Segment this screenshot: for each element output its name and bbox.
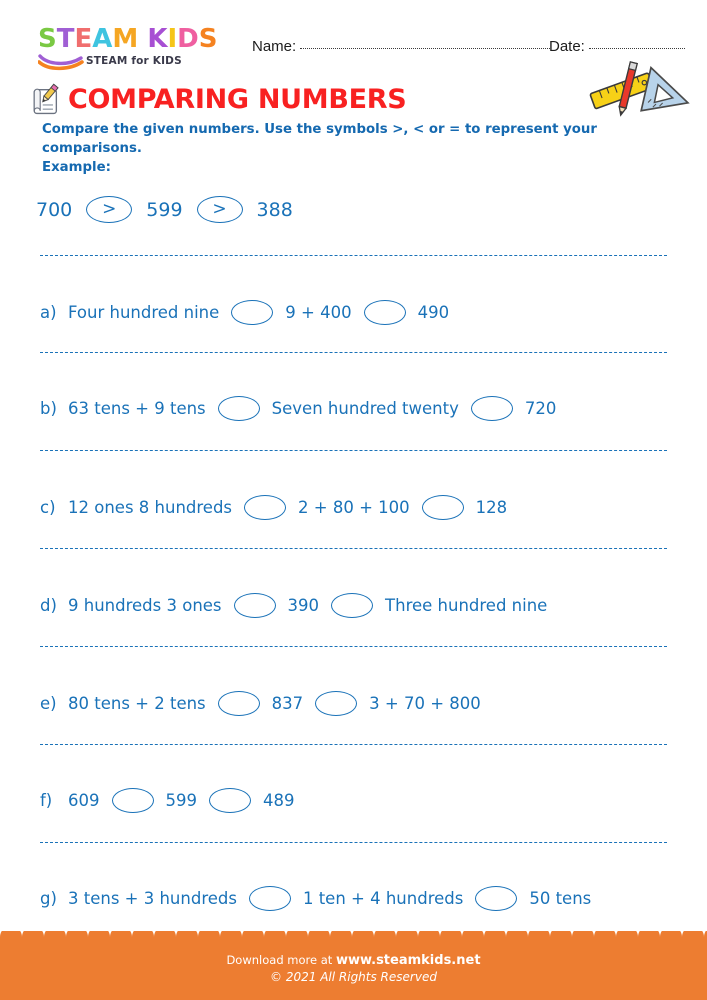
separator-line <box>40 352 667 353</box>
problem-term-3: 720 <box>524 398 557 418</box>
logo-tagline-wrap <box>38 53 238 71</box>
problem-label: d) <box>40 595 57 615</box>
problem-term-2: 599 <box>165 790 197 810</box>
problem-term-1: 3 tens + 3 hundreds <box>68 888 237 908</box>
problem-term-3: 3 + 70 + 800 <box>369 693 481 713</box>
example-term-3: 388 <box>256 198 293 221</box>
footer-copyright: © 2021 All Rights Reserved <box>270 970 437 984</box>
logo-letter-2: E <box>74 24 93 54</box>
logo-letter-0: S <box>38 24 57 54</box>
problem-label: g) <box>40 888 57 908</box>
problem-label: c) <box>40 497 56 517</box>
problem-term-1: Four hundred nine <box>68 302 220 322</box>
problem-term-2: 390 <box>287 595 320 615</box>
logo-letter-9: S <box>198 24 218 54</box>
example-term-1: 700 <box>36 198 73 221</box>
date-field[interactable] <box>549 38 685 55</box>
answer-oval-1[interactable] <box>231 300 273 325</box>
date-label: Date: <box>549 38 585 55</box>
answer-oval-2[interactable] <box>364 300 406 325</box>
problem-term-3: Three hundred nine <box>385 595 548 615</box>
problem-term-2: 1 ten + 4 hundreds <box>302 888 464 908</box>
problem-term-1: 12 ones 8 hundreds <box>68 497 233 517</box>
example-row <box>36 196 293 223</box>
footer-text <box>0 952 707 986</box>
problem-row-c <box>40 490 507 524</box>
title-row <box>30 82 406 116</box>
separator-line <box>40 646 667 647</box>
separator-line <box>40 548 667 549</box>
answer-oval-1[interactable] <box>218 691 260 716</box>
problem-term-1: 609 <box>68 790 100 810</box>
logo-letter-7: I <box>167 24 178 54</box>
answer-oval-2[interactable] <box>471 396 513 421</box>
date-input-line[interactable] <box>589 47 685 49</box>
notepad-pencil-icon <box>30 82 64 116</box>
logo-letter-3: A <box>92 24 113 54</box>
name-input-line[interactable] <box>300 47 550 49</box>
answer-oval-1[interactable] <box>234 593 276 618</box>
page-title: COMPARING NUMBERS <box>68 83 407 115</box>
separator-line <box>40 255 667 256</box>
problem-row-b <box>40 391 556 425</box>
ruler-pencil-triangle-icon <box>585 60 695 128</box>
example-label: Example: <box>42 160 111 175</box>
problem-row-a <box>40 295 449 329</box>
example-term-2: 599 <box>146 198 183 221</box>
name-field[interactable] <box>252 38 550 55</box>
problem-term-1: 80 tens + 2 tens <box>68 693 206 713</box>
problem-term-3: 489 <box>263 790 295 810</box>
answer-oval-1[interactable] <box>249 886 291 911</box>
name-label: Name: <box>252 38 297 55</box>
answer-oval-1[interactable] <box>112 788 154 813</box>
logo-letter-6: K <box>147 24 168 54</box>
problem-label: b) <box>40 398 57 418</box>
problem-label: f) <box>40 790 53 810</box>
separator-line <box>40 744 667 745</box>
page-footer <box>0 940 707 1000</box>
logo-tagline: STEAM for KIDS <box>86 55 182 67</box>
logo-letter-4: M <box>112 24 139 54</box>
example-symbol-1: > <box>86 196 132 223</box>
example-symbol-2: > <box>197 196 243 223</box>
problem-row-e <box>40 686 481 720</box>
scallop-edge <box>0 931 707 943</box>
problem-term-3: 128 <box>475 497 508 517</box>
answer-oval-2[interactable] <box>475 886 517 911</box>
answer-oval-1[interactable] <box>244 495 286 520</box>
instructions-text: Compare the given numbers. Use the symbols >, < or = to represent your comparisons. <box>42 122 597 156</box>
problem-row-g <box>40 881 591 915</box>
problem-row-d <box>40 588 547 622</box>
answer-oval-1[interactable] <box>218 396 260 421</box>
problem-term-2: 2 + 80 + 100 <box>298 497 410 517</box>
logo-letter-5 <box>138 26 147 52</box>
answer-oval-2[interactable] <box>209 788 251 813</box>
answer-oval-2[interactable] <box>422 495 464 520</box>
answer-oval-2[interactable] <box>315 691 357 716</box>
problem-label: e) <box>40 693 57 713</box>
separator-line <box>40 842 667 843</box>
steam-kids-logo <box>38 26 238 71</box>
problem-term-2: 837 <box>271 693 304 713</box>
problem-row-f <box>40 783 295 817</box>
logo-letter-1: T <box>56 24 75 54</box>
problem-label: a) <box>40 302 57 322</box>
swoosh-icon <box>38 53 84 71</box>
logo-wordmark <box>38 26 238 52</box>
problem-term-1: 63 tens + 9 tens <box>68 398 206 418</box>
answer-oval-2[interactable] <box>331 593 373 618</box>
footer-download-label: Download more at <box>226 953 333 967</box>
problem-term-2: Seven hundred twenty <box>271 398 459 418</box>
problem-term-2: 9 + 400 <box>285 302 352 322</box>
problem-term-3: 50 tens <box>529 888 592 908</box>
problem-term-1: 9 hundreds 3 ones <box>68 595 222 615</box>
footer-url[interactable]: www.steamkids.net <box>335 953 481 968</box>
separator-line <box>40 450 667 451</box>
logo-letter-8: D <box>177 24 199 54</box>
problem-term-3: 490 <box>417 302 450 322</box>
